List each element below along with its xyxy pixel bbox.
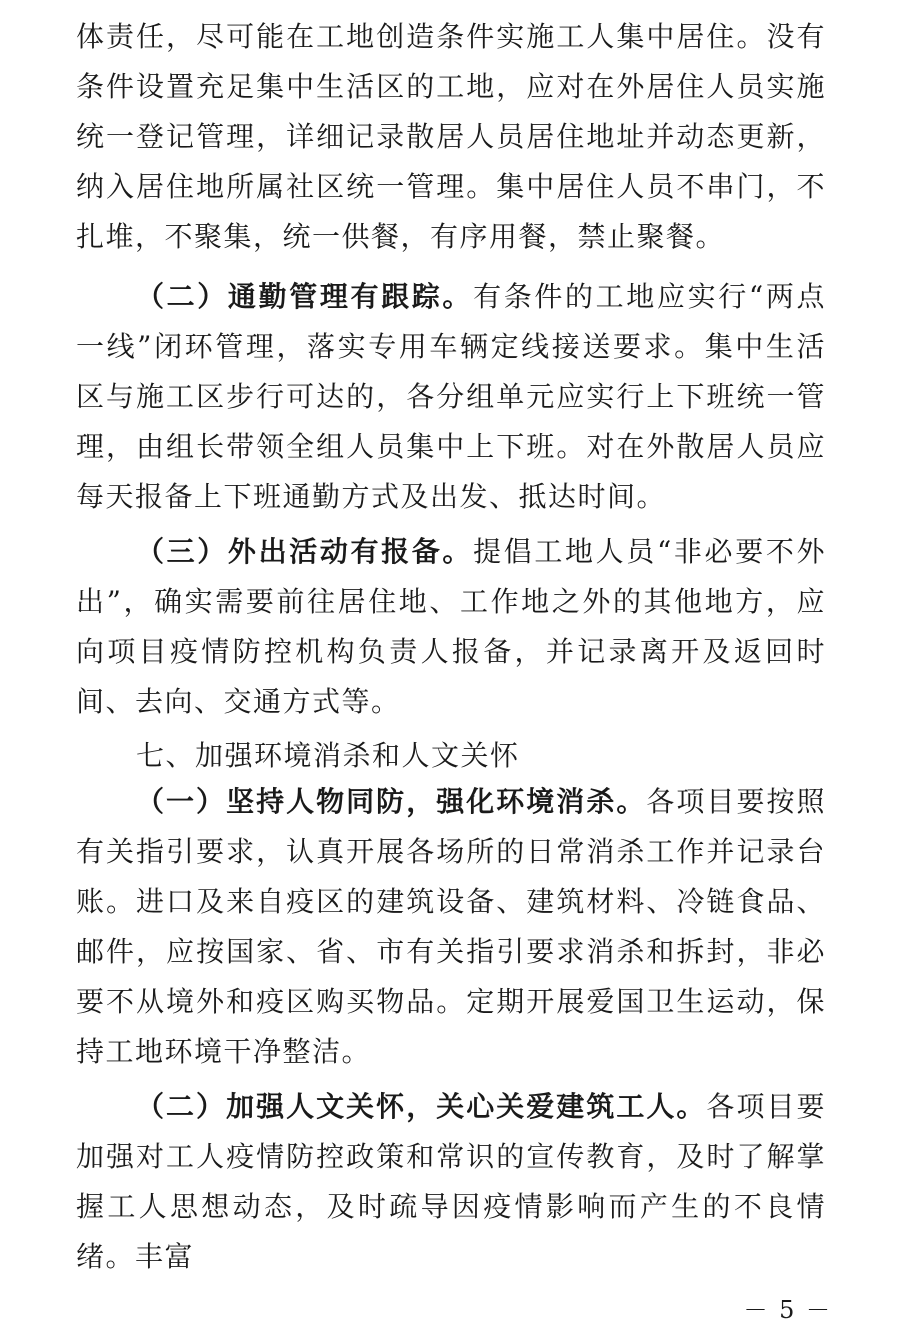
paragraph-outing-report bbox=[76, 527, 826, 727]
paragraph-lead-heading: （三）外出活动有报备。 bbox=[136, 535, 474, 568]
paragraph-lead-heading: （二）通勤管理有跟踪。 bbox=[136, 280, 474, 313]
paragraph-commute-management bbox=[76, 272, 826, 522]
paragraph-lead-heading: （二）加强人文关怀，关心关爱建筑工人。 bbox=[136, 1090, 707, 1123]
page-number: － 5 － bbox=[743, 1296, 832, 1324]
paragraph-body: 体责任，尽可能在工地创造条件实施工人集中居住。没有条件设置充足集中生活区的工地，应对在外居住人员实施统一登记管理，详细记录散居人员居住地址并动态更新，纳入居住地所属社区统一管理。集中居住人员不串门，不扎堆，不聚集，统一供餐，有序用餐，禁止聚餐。 bbox=[76, 20, 826, 253]
section-heading: 七、加强环境消杀和人文关怀 bbox=[136, 739, 520, 772]
paragraph-body: 提倡工地人员“非必要不外出”，确实需要前往居住地、工作地之外的其他地方，应向项目疫情防控机构负责人报备，并记录离开及返回时间、去向、交通方式等。 bbox=[76, 535, 826, 718]
paragraph-disinfection bbox=[76, 777, 826, 1077]
paragraph-accommodation-continued bbox=[76, 12, 826, 262]
paragraph-body: 各项目要按照有关指引要求，认真开展各场所的日常消杀工作并记录台账。进口及来自疫区的建筑设备、建筑材料、冷链食品、邮件，应按国家、省、市有关指引要求消杀和拆封，非必要不从境外和疫区购买物品。定期开展爱国卫生运动，保持工地环境干净整洁。 bbox=[76, 785, 826, 1068]
paragraph-humanistic-care bbox=[76, 1082, 826, 1282]
paragraph-lead-heading: （一）坚持人物同防，强化环境消杀。 bbox=[136, 785, 647, 818]
paragraph-body: 各项目要加强对工人疫情防控政策和常识的宣传教育，及时了解掌握工人思想动态，及时疏导因疫情影响而产生的不良情绪。丰富 bbox=[76, 1090, 826, 1273]
paragraph-body: 有条件的工地应实行“两点一线”闭环管理，落实专用车辆定线接送要求。集中生活区与施工区步行可达的，各分组单元应实行上下班统一管理，由组长带领全组人员集中上下班。对在外散居人员应每天报备上下班通勤方式及出发、抵达时间。 bbox=[76, 280, 826, 513]
